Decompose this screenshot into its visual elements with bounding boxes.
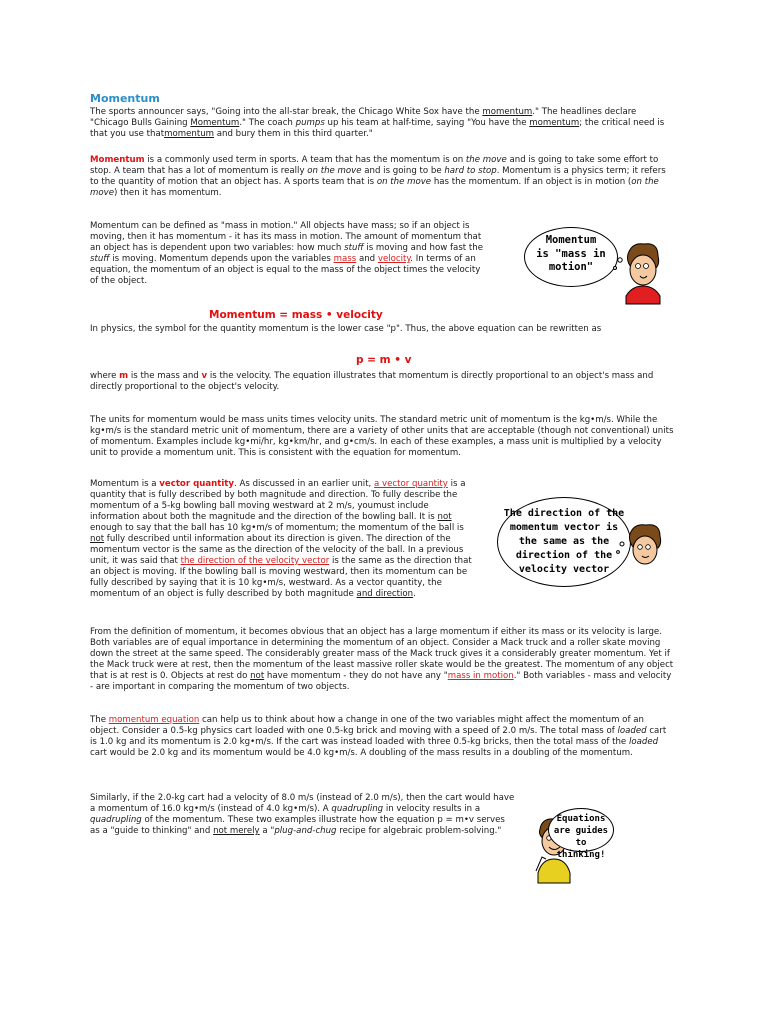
momentum-word-equation: Momentum = mass • velocity xyxy=(209,309,383,321)
mass-in-motion-link[interactable]: mass in motion xyxy=(447,671,514,681)
units-paragraph: The units for momentum would be mass units times velocity units. The standard metric unit of momentum is the kg•m/s. While the kg•m/s is the standard metric unit of momentum, there are a variety of other units that are acceptable (though not conventional) units of momentum. Examples include kg•mi/hr, kg•km/hr, and g•cm/s. In each of these examples, a mass unit is multiplied by a velocity unit to provide a momentum unit. This is consistent with the equation for momentum. xyxy=(90,415,674,458)
quadrupling-paragraph: Similarly, if the 2.0-kg cart had a velocity of 8.0 m/s (instead of 2.0 m/s), then the cart would have a momentum of 16.0 kg•m/s (instead of 4.0 kg•m/s). A quadrupling in velocity results in a quadrupling of the momentum. These two examples illustrate how the equation p = m•v serves as a "guide to thinking" and not merely a "plug-and-chug recipe for algebraic problem-solving." xyxy=(90,793,515,836)
momentum-term: Momentum xyxy=(90,155,145,165)
momentum-symbol-equation: p = m • v xyxy=(356,354,412,366)
speech-bubble-direction: The direction of the momentum vector is the same as the direction of the velocity vector xyxy=(497,497,631,587)
definition-paragraph: Momentum can be defined as "mass in motion." All objects have mass; so if an object is moving, then it has momentum - it has its mass in motion. The amount of momentum that an object has is dependent upon two variables: how much stuff is moving and how fast the stuff is moving. Momentum depends upon the variables mass and velocity. In terms of an equation, the momentum of an object is equal to the mass of the object times the velocity of the object. xyxy=(90,221,483,286)
vector-paragraph: Momentum is a vector quantity. As discussed in an earlier unit, a vector quantity is a quantity that is fully described by both magnitude and direction. To fully describe the momentum of a 5-kg bowling ball moving westward at 2 m/s, youmust include information about both the magnitude and the direction of the bowling ball. It is not enough to say that the ball has 10 kg•m/s of momentum; the momentum of the ball is not fully described until information about its direction is given. The direction of the momentum vector is the same as the direction of the velocity of the ball. In a previous unit, it was said that the direction of the velocity vector is the same as the direction that an object is moving. If the bowling ball is moving westward, then its momentum can be fully described by saying that it is 10 kg•m/s, westward. As a vector quantity, the momentum of an object is fully described by both magnitude and direction. xyxy=(90,479,472,599)
momentum-link[interactable]: momentum xyxy=(164,129,215,139)
cartoon-character-icon xyxy=(612,238,668,310)
cartoon-character-icon xyxy=(616,520,668,584)
sports-paragraph: Momentum is a commonly used term in sports. A team that has the momentum is on the move and is going to take some effort to stop. A team that has a lot of momentum is really on the move and is going to be hard to stop. Momentum is a physics term; it refers to the quantity of motion that an object has. A sports team that is on the move has the momentum. If an object is in motion (on the move) then it has momentum. xyxy=(90,155,666,198)
momentum-link[interactable]: momentum xyxy=(482,107,533,117)
momentum-link[interactable]: Momentum xyxy=(190,118,240,128)
mass-velocity-paragraph: From the definition of momentum, it becomes obvious that an object has a large momentum if either its mass or its velocity is large. Both variables are of equal importance in determining the momentum of an object. Consider a Mack truck and a roller skate moving down the street at the same speed. The considerably greater mass of the Mack truck gives it a considerably greater momentum. Yet if the Mack truck were at rest, then the momentum of the least massive roller skate would be the greatest. The momentum of any object that is at rest is 0. Objects at rest do not have momentum - they do not have any "mass in motion." Both variables - mass and velocity - are important in comparing the momentum of two objects. xyxy=(90,627,674,692)
velocity-vector-direction-link[interactable]: the direction of the velocity vector xyxy=(180,556,330,566)
speech-bubble-guides-to-thinking: Equations are guides to thinking! xyxy=(548,808,614,852)
momentum-link[interactable]: momentum xyxy=(529,118,580,128)
cart-paragraph: The momentum equation can help us to think about how a change in one of the two variables might affect the momentum of an object. Consider a 0.5-kg physics cart loaded with one 0.5-kg brick and moving with a speed of 2.0 m/s. The total mass of loaded cart is 1.0 kg and its momentum is 2.0 kg•m/s. If the cart was instead loaded with three 0.5-kg bricks, then the total mass of the loaded cart would be 2.0 kg and its momentum would be 4.0 kg•m/s. A doubling of the mass results in a doubling of the momentum. xyxy=(90,715,667,758)
vector-quantity-link[interactable]: a vector quantity xyxy=(374,479,448,489)
momentum-equation-link[interactable]: momentum equation xyxy=(108,715,200,725)
page-title: Momentum xyxy=(90,92,160,105)
vector-quantity-term: vector quantity xyxy=(159,479,235,489)
symbol-paragraph: In physics, the symbol for the quantity momentum is the lower case "p". Thus, the above equation can be rewritten as xyxy=(90,324,602,334)
proportional-paragraph: where m is the mass and v is the velocity. The equation illustrates that momentum is directly proportional to an object's mass and directly proportional to the object's velocity. xyxy=(90,371,654,392)
intro-paragraph: The sports announcer says, "Going into the all-star break, the Chicago White Sox have the momentum." The headlines declare "Chicago Bulls Gaining Momentum." The coach pumps up his team at half-time, saying "You have the momentum; the critical need is that you use thatmomentum and bury them in this third quarter." xyxy=(90,107,665,139)
mass-link[interactable]: mass xyxy=(333,254,357,264)
speech-bubble-mass-in-motion: Momentum is "mass in motion" xyxy=(524,227,618,287)
velocity-link[interactable]: velocity xyxy=(377,254,411,264)
